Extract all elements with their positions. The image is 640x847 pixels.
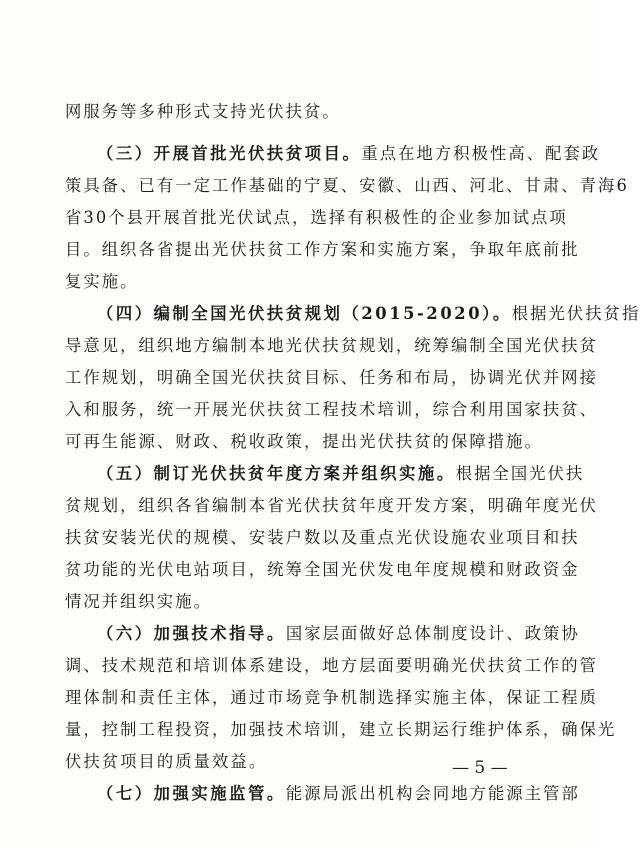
text-line: 贫功能的光伏电站项目，统筹全国光伏发电年度规模和财政资金 [65,560,580,579]
section-heading-3: （三）开展首批光伏扶贫项目。重点在地方积极性高、配套政 [97,144,601,163]
text-line: 情况并组织实施。 [65,592,213,611]
text-line: 调、技术规范和培训体系建设，地方层面要明确光伏扶贫工作的管 [65,656,599,675]
text-line: 策具备、已有一定工作基础的宁夏、安徽、山西、河北、甘肃、青海6 [65,176,629,195]
section-heading-4: （四）编制全国光伏扶贫规划（2015-2020）。根据光伏扶贫指 [97,304,640,323]
section-heading-6: （六）加强技术指导。国家层面做好总体制度设计、政策协 [97,624,580,643]
text-line: 复实施。 [65,272,139,291]
page-number: — 5 — [452,758,508,778]
text-line: 目。组织各省提出光伏扶贫工作方案和实施方案，争取年底前批 [65,240,580,259]
text-line: 贫规划，组织各省编制本省光伏扶贫年度开发方案，明确年度光伏 [65,496,599,515]
text-line: 省30个县开展首批光伏试点，选择有积极性的企业参加试点项 [65,208,568,227]
section-heading-7: （七）加强实施监管。能源局派出机构会同地方能源主管部 [97,784,580,803]
text-line: 网服务等多种形式支持光伏扶贫。 [65,102,341,121]
section-heading-5: （五）制订光伏扶贫年度方案并组织实施。根据全国光伏扶 [97,464,585,483]
text-line: 理体制和责任主体，通过市场竞争机制选择实施主体，保证工程质 [65,688,599,707]
text-line: 可再生能源、财政、税收政策，提出光伏扶贫的保障措施。 [65,432,543,451]
text-line: 工作规划，明确全国光伏扶贫目标、任务和布局，协调光伏并网接 [65,368,599,387]
text-line: 入和服务，统一开展光伏扶贫工程技术培训，综合利用国家扶贫、 [65,400,599,419]
text-line: 扶贫安装光伏的规模、安装户数以及重点光伏设施农业项目和扶 [65,528,580,547]
text-line: 导意见，组织地方编制本地光伏扶贫规划，统筹编制全国光伏扶贫 [65,336,599,355]
text-line: 伏扶贫项目的质量效益。 [65,752,268,771]
text-line: 量，控制工程投资，加强技术培训，建立长期运行维护体系，确保光 [65,720,617,739]
